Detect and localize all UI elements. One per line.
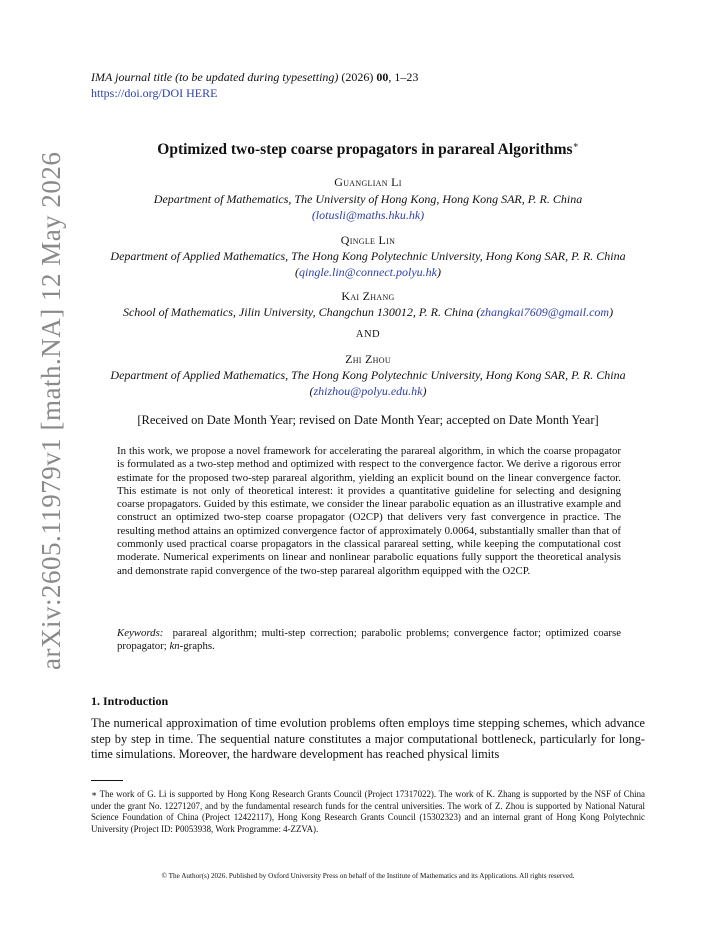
footnote: ∗ The work of G. Li is supported by Hong Kong Research Grants Council (Project 17317022). The work of K. Zhang is supported by the NSF of China under the grant No. 12271207, and by the fundamental research funds for the central universities. The work of Z. Zhou is supported by National Natural Science Foundation of China (Project 12422117), Hong Kong Research Grants Council (15302323) and an internal grant of Hong Kong Polytechnic University (Project ID: P0053938, Work Programme: 4-ZZVA). (91, 789, 645, 834)
keywords-kn: kn (169, 640, 180, 653)
author-name: Qingle Lin (340, 233, 396, 247)
author-affiliation: School of Mathematics, Jilin University, Changchun 130012, P. R. China (zhangkai7609@gmail.com) (122, 305, 614, 319)
keywords-label: Keywords: (117, 627, 164, 639)
affiliation-text: School of Mathematics, Jilin University, Changchun 130012, P. R. China (122, 305, 474, 319)
author-affiliation (91, 191, 645, 223)
received-dates: [Received on Date Month Year; revised on Date Month Year; accepted on Date Month Year] (137, 413, 599, 427)
affiliation-text: Department of Mathematics, The University of Hong Kong, Hong Kong SAR, P. R. China (153, 192, 583, 206)
author-name: Kai Zhang (341, 289, 395, 303)
and-separator: AND (355, 329, 381, 340)
affiliation-text: Department of Applied Mathematics, The Hong Kong Polytechnic University, Hong Kong SAR, P. R. China (110, 368, 626, 382)
keywords-list: parareal algorithm; multi-step correction; parabolic problems; convergence factor; optimized coarse propagator; (117, 627, 621, 653)
journal-year: (2026) (341, 70, 374, 84)
journal-pages: , 1–23 (388, 70, 419, 84)
author-email[interactable]: zhangkai7609@gmail.com (480, 305, 610, 319)
journal-volume: 00 (376, 70, 389, 84)
keywords-tail: -graphs. (179, 640, 215, 653)
keywords (117, 627, 621, 654)
author-affiliation: Department of Applied Mathematics, The Hong Kong Polytechnic University, Hong Kong SAR, P. R. China (zhizhou@polyu.edu.hk) (110, 368, 626, 398)
author-email[interactable]: zhizhou@polyu.edu.hk (313, 384, 423, 398)
intro-paragraph: The numerical approximation of time evolution problems often employs time stepping schemes, which advance step by step in time. The sequential nature constitutes a major computational bottleneck, particularly for long-time simulations. Moreover, the hardware development has reached physical limits (91, 716, 645, 761)
section-heading: 1. Introduction (91, 694, 169, 708)
copyright-notice: © The Author(s) 2026. Published by Oxford University Press on behalf of the Institute of Mathematics and its Applications. All rights reserved. (161, 872, 575, 880)
author-email[interactable]: (lotusli@maths.hku.hk) (311, 208, 425, 222)
title-footnote-mark: ∗ (572, 140, 579, 150)
author-affiliation: Department of Applied Mathematics, The Hong Kong Polytechnic University, Hong Kong SAR, P. R. China (qingle.lin@connect.polyu.hk) (110, 249, 626, 279)
journal-header (91, 69, 418, 101)
paper-title (91, 140, 645, 159)
arxiv-stamp: arXiv:2605.11979v1 [math.NA] 12 May 2026 (36, 151, 66, 670)
footnote-divider (91, 780, 123, 781)
journal-title: IMA journal title (to be updated during typesetting) (91, 70, 339, 84)
abstract: In this work, we propose a novel framework for accelerating the parareal algorithm, in which the coarse propagator is formulated as a two-step method and optimized with respect to the convergence factor. We derive a rigorous error estimate for the proposed two-step parareal algorithm, yielding an explicit bound on the linear convergence factor. This estimate is not only of theoretical interest: it provides a quantitative guideline for selecting and designing coarse propagators. Guided by this estimate, we consider the linear parabolic equation as an illustrative example and construct an optimized two-step coarse propagator (O2CP) that delivers very fast convergence in practice. The resulting method attains an optimized convergence factor of approximately 0.0064, substantially smaller than that of commonly used practical coarse propagators in the classical parareal setting, while keeping the computational cost moderate. Numerical experiments on linear and nonlinear parabolic equations fully support the theoretical analysis and demonstrate rapid convergence of the two-step parareal algorithm equipped with the O2CP. (117, 445, 621, 577)
author-name: Zhi Zhou (345, 352, 391, 366)
author-name: Guanglian Li (334, 175, 402, 189)
doi-link[interactable]: https://doi.org/DOI HERE (91, 86, 218, 100)
affiliation-text: Department of Applied Mathematics, The Hong Kong Polytechnic University, Hong Kong SAR, P. R. China (110, 249, 626, 263)
author-email[interactable]: qingle.lin@connect.polyu.hk (299, 265, 437, 279)
paper-title-text: Optimized two-step coarse propagators in parareal Algorithms (157, 141, 573, 159)
